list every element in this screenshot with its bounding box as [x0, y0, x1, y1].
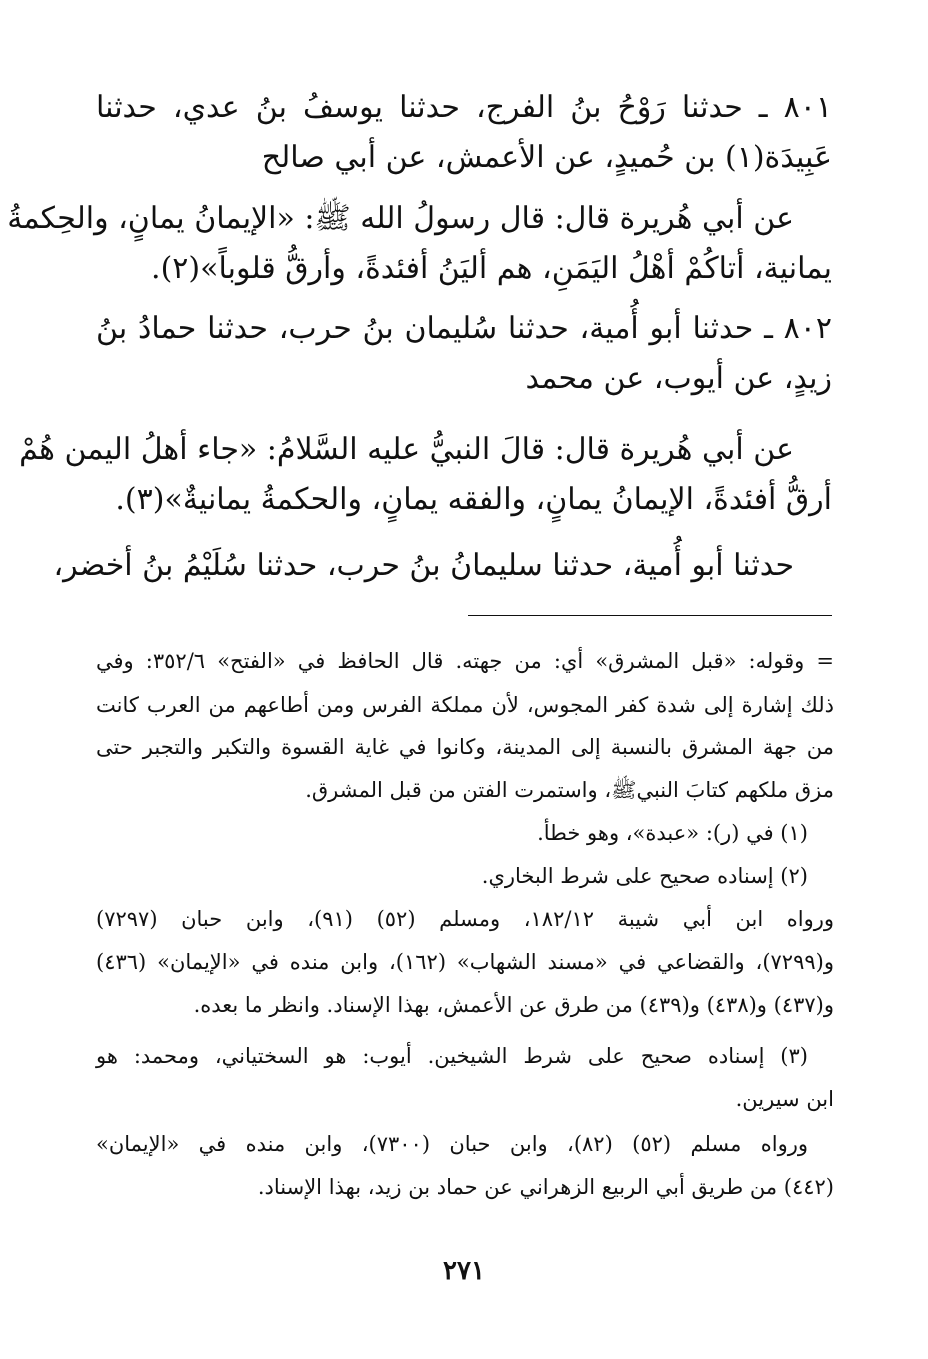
footnote-2-line-3: و(٧٢٩٩)، والقضاعي في «مسند الشهاب» (١٦٢)، وابن منده في «الإيمان» (٤٣٦) [96, 950, 834, 974]
footnote-2-line-2: ورواه ابن أبي شيبة ١٨٢/١٢، ومسلم (٥٢) (٩١)، وابن حبان (٧٢٩٧) [96, 907, 835, 931]
footnote-3-line-2: ابن سيرين. [735, 1087, 834, 1111]
footnote-1: (١) في (ر): «عبدة»، وهو خطأ. [537, 821, 808, 845]
hadith-803-line-1: حدثنا أبو أُمية، حدثنا سليمانُ بنُ حرب، حدثنا سُلَيْمُ بنُ أخضر، [53, 548, 794, 583]
hadith-801-text-line-2: يمانية، أتاكُمْ أهْلُ اليَمَنِ، هم أليَنُ أفئدةً، وأرقُّ قلوباً»(٢). [151, 251, 832, 286]
footnote-3-line-4: (٤٤٢) من طريق أبي الربيع الزهراني عن حماد بن زيد، بهذا الإسناد. [257, 1175, 834, 1199]
hadith-802-line-1: ٨٠٢ ـ حدثنا أبو أُمية، حدثنا سُليمان بنُ حرب، حدثنا حمادُ بنُ [96, 311, 832, 346]
hadith-801-line-2: عَبِيدَة(١) بن حُميدٍ، عن الأعمش، عن أبي صالح [261, 140, 832, 175]
footnote-2: (٢) إسناده صحيح على شرط البخاري. [481, 864, 808, 888]
footnote-3: (٣) إسناده صحيح على شرط الشيخين. أيوب: هو السختياني، ومحمد: هو [96, 1044, 808, 1068]
hadith-802-text-line-1: عن أبي هُريرة قال: قالَ النبيُّ عليه السَّلامُ: «جاء أهلُ اليمن هُمْ [19, 432, 794, 467]
footnote-2-line-4: و(٤٣٧) و(٤٣٨) و(٤٣٩) من طرق عن الأعمش، بهذا الإسناد. وانظر ما بعده. [193, 993, 834, 1017]
footnote-continuation-line-4: مزق ملكهم كتابَ النبيﷺ، واستمرت الفتن من قبل المشرق. [305, 778, 834, 802]
page-number: ٢٧١ [443, 1256, 485, 1286]
footnote-continuation-line-2: ذلك إشارة إلى شدة كفر المجوس، لأن مملكة الفرس ومن أطاعهم من العرب كانت [96, 693, 834, 717]
footnote-separator [468, 615, 832, 616]
hadith-802-text-line-2: أرقُّ أفئدةً، الإيمانُ يمانٍ، والفقه يمانٍ، والحكمةُ يمانيةٌ»(٣). [115, 482, 832, 517]
footnote-continuation-line-1: = وقوله: «قبل المشرق» أي: من جهته. قال الحافظ في «الفتح» ٣٥٢/٦: وفي [96, 649, 834, 673]
hadith-801-line-1: ٨٠١ ـ حدثنا رَوْحُ بنُ الفرج، حدثنا يوسفُ بنُ عدي، حدثنا [96, 90, 832, 125]
hadith-802-line-2: زيدٍ، عن أيوب، عن محمد [525, 361, 832, 396]
footnote-continuation-line-3: من جهة المشرق بالنسبة إلى المدينة، وكانوا في غاية القسوة والتكبر والتجبر حتى [96, 735, 834, 759]
footnote-3-line-3: ورواه مسلم (٥٢) (٨٢)، وابن حبان (٧٣٠٠)، وابن منده في «الإيمان» [96, 1132, 808, 1156]
hadith-801-text-line-1: عن أبي هُريرة قال: قال رسولُ الله ﷺ: «الإيمانُ يمانٍ، والحِكمةُ [7, 201, 794, 236]
